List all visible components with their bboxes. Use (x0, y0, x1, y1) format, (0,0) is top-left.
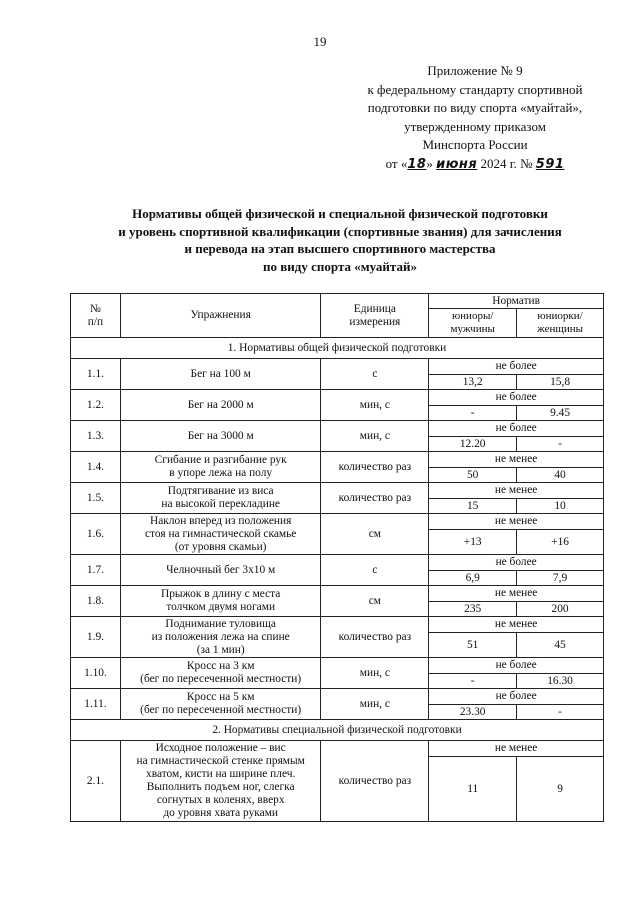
appendix-date-line (330, 155, 620, 175)
row-value-female: - (517, 437, 604, 452)
row-value-male: 23.30 (429, 705, 517, 720)
header-female: юниорки/ женщины (517, 309, 604, 338)
norms-table-body (71, 294, 604, 822)
row-exercise: Кросс на 3 км (бег по пересеченной местности) (120, 658, 321, 689)
appendix-line-3: подготовки по виду спорта «муайтай», (367, 100, 583, 115)
row-number: 1.2. (71, 390, 121, 421)
row-condition: не более (429, 390, 604, 406)
row-number: 1.8. (71, 586, 121, 617)
header-exercise: Упражнения (120, 294, 321, 338)
date-mid: » (426, 155, 437, 171)
row-value-male: - (429, 406, 517, 421)
date-day: 18 (407, 156, 427, 172)
section-row-2 (71, 720, 604, 741)
row-condition: не менее (429, 617, 604, 633)
row-number: 1.4. (71, 452, 121, 483)
order-number: 591 (535, 156, 565, 172)
title-line-3: и перевода на этап высшего спортивного мастерства (184, 241, 496, 256)
title-line-2: и уровень спортивной квалификации (спортивные звания) для зачисления (118, 223, 562, 239)
row-value-female: 10 (517, 499, 604, 514)
row-value-male: 15 (429, 499, 517, 514)
row-value-female: 9 (517, 757, 604, 822)
header-num: № п/п (71, 294, 121, 338)
section-row-1 (71, 338, 604, 359)
table-row (71, 452, 604, 468)
header-male: юниоры/ мужчины (429, 309, 517, 338)
row-unit: мин, с (321, 658, 429, 689)
row-unit: с (321, 555, 429, 586)
row-condition: не более (429, 555, 604, 571)
row-exercise: Наклон вперед из положения стоя на гимнастической скамье (от уровня скамьи) (120, 514, 321, 555)
norms-table (70, 293, 604, 822)
row-number: 1.9. (71, 617, 121, 658)
row-condition: не более (429, 359, 604, 375)
row-value-male: 13,2 (429, 375, 517, 390)
row-condition: не более (429, 689, 604, 705)
section-1-title: 1. Нормативы общей физической подготовки (71, 338, 604, 359)
appendix-line-4: утвержденному приказом (404, 118, 546, 134)
row-unit: с (321, 359, 429, 390)
row-value-male: +13 (429, 530, 517, 555)
row-unit: количество раз (321, 617, 429, 658)
date-year: 2024 г. № (477, 155, 536, 171)
table-row (71, 555, 604, 571)
row-condition: не более (429, 421, 604, 437)
row-condition: не менее (429, 586, 604, 602)
row-condition: не менее (429, 452, 604, 468)
row-exercise: Кросс на 5 км (бег по пересеченной местности) (120, 689, 321, 720)
row-number: 1.10. (71, 658, 121, 689)
row-condition: не более (429, 658, 604, 674)
row-number: 2.1. (71, 741, 121, 822)
row-exercise: Подтягивание из виса на высокой перекладине (120, 483, 321, 514)
row-value-female: 15,8 (517, 375, 604, 390)
appendix-block (330, 62, 620, 174)
row-unit: количество раз (321, 483, 429, 514)
row-condition: не менее (429, 483, 604, 499)
row-unit: мин, с (321, 390, 429, 421)
row-value-male: 6,9 (429, 571, 517, 586)
title-line-4: по виду спорта «муайтай» (263, 258, 417, 274)
page-number: 19 (313, 34, 327, 49)
row-unit: мин, с (321, 421, 429, 452)
table-row (71, 617, 604, 633)
row-exercise: Сгибание и разгибание рук в упоре лежа на полу (120, 452, 321, 483)
row-number: 1.5. (71, 483, 121, 514)
row-number: 1.3. (71, 421, 121, 452)
row-condition: не менее (429, 741, 604, 757)
row-value-male: 235 (429, 602, 517, 617)
row-value-female: 200 (517, 602, 604, 617)
row-value-female: 9.45 (517, 406, 604, 421)
date-prefix: от « (385, 155, 408, 171)
row-unit: см (321, 514, 429, 555)
row-value-female: 40 (517, 468, 604, 483)
appendix-line-2: к федеральному стандарту спортивной (367, 81, 583, 97)
row-exercise: Челночный бег 3x10 м (120, 555, 321, 586)
table-row (71, 421, 604, 437)
row-condition: не менее (429, 514, 604, 530)
row-value-female: 45 (517, 633, 604, 658)
section-2-title: 2. Нормативы специальной физической подготовки (71, 720, 604, 741)
row-value-male: - (429, 674, 517, 689)
row-unit: см (321, 586, 429, 617)
row-value-male: 51 (429, 633, 517, 658)
table-row (71, 658, 604, 674)
row-unit: мин, с (321, 689, 429, 720)
header-unit: Единица измерения (321, 294, 429, 338)
row-unit: количество раз (321, 452, 429, 483)
table-row (71, 586, 604, 602)
row-exercise: Прыжок в длину с места толчком двумя ногами (120, 586, 321, 617)
title-line-1: Нормативы общей физической и специальной физической подготовки (132, 206, 548, 221)
row-value-female: 7,9 (517, 571, 604, 586)
row-exercise: Исходное положение – вис на гимнастической стенке прямым хватом, кисти на ширине плеч. Выполнить подъем ног, слегка согнутых в коленях, вверх до уровня хвата руками (120, 741, 321, 822)
table-row (71, 483, 604, 499)
table-row (71, 741, 604, 757)
row-exercise: Бег на 2000 м (120, 390, 321, 421)
header-norm: Норматив (429, 294, 604, 309)
header-row-1 (71, 294, 604, 309)
row-value-female: - (517, 705, 604, 720)
row-value-male: 12.20 (429, 437, 517, 452)
row-value-female: 16.30 (517, 674, 604, 689)
row-exercise: Бег на 100 м (120, 359, 321, 390)
date-month: июня (436, 156, 478, 172)
row-number: 1.6. (71, 514, 121, 555)
row-number: 1.11. (71, 689, 121, 720)
table-row (71, 390, 604, 406)
row-value-female: +16 (517, 530, 604, 555)
document-title (40, 205, 640, 275)
row-exercise: Поднимание туловища из положения лежа на спине (за 1 мин) (120, 617, 321, 658)
table-row (71, 359, 604, 375)
table-row (71, 514, 604, 530)
row-number: 1.7. (71, 555, 121, 586)
row-value-male: 50 (429, 468, 517, 483)
row-unit: количество раз (321, 741, 429, 822)
row-number: 1.1. (71, 359, 121, 390)
table-row (71, 689, 604, 705)
row-exercise: Бег на 3000 м (120, 421, 321, 452)
appendix-line-5: Минспорта России (422, 137, 528, 152)
appendix-line-1: Приложение № 9 (427, 63, 523, 78)
row-value-male: 11 (429, 757, 517, 822)
